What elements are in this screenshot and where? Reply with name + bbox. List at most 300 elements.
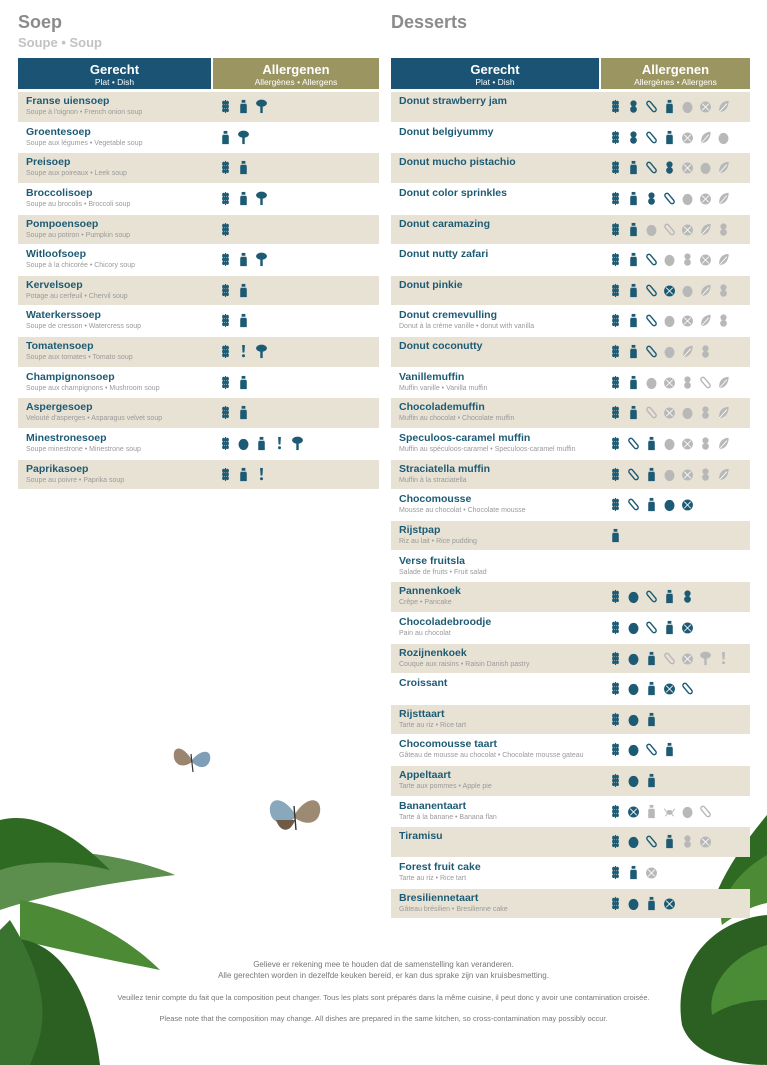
nut-icon — [681, 497, 694, 512]
egg-icon — [717, 130, 730, 145]
list-item — [391, 613, 750, 643]
dish-name: Donut mucho pistachio — [399, 156, 516, 169]
dish-subtitle: Gâteau brésilien • Bresilienne cake — [399, 905, 508, 913]
allergen-header-label: Allergenen — [641, 62, 710, 77]
milk-icon — [237, 405, 250, 420]
dish-name: Bresiliennetaart — [399, 891, 479, 904]
lupin-icon — [645, 589, 658, 604]
dish-subtitle: Couque aux raisins • Raisin Danish pastry — [399, 660, 530, 668]
list-item — [391, 858, 750, 888]
nut-icon — [699, 252, 712, 267]
gluten-icon — [609, 742, 622, 757]
milk-icon — [663, 99, 676, 114]
allergen-icons — [219, 222, 232, 237]
milk-icon — [219, 130, 232, 145]
milk-icon — [663, 130, 676, 145]
dish-name: Croissant — [399, 677, 448, 690]
allergen-icons — [609, 160, 730, 175]
gluten-icon — [609, 344, 622, 359]
list-item — [391, 306, 750, 336]
gluten-icon — [219, 252, 232, 267]
list-item — [18, 306, 379, 336]
lupin-icon — [681, 681, 694, 696]
allergen-icons — [219, 99, 268, 114]
dish-subtitle: Crêpe • Pancake — [399, 599, 452, 607]
dish-header-sublabel: Plat • Dish — [94, 77, 135, 87]
lupin-icon — [645, 283, 658, 298]
leaf-icon — [699, 283, 712, 298]
dish-name: Donut cremevulling — [399, 309, 498, 322]
peanut-icon — [627, 99, 640, 114]
egg-icon — [627, 681, 640, 696]
allergen-icons — [609, 283, 730, 298]
desserts-dish-header — [391, 58, 599, 89]
egg-icon — [681, 804, 694, 819]
allergen-icons — [219, 130, 250, 145]
desserts-title: Desserts — [391, 12, 468, 32]
crab-icon — [663, 804, 676, 819]
egg-icon — [627, 896, 640, 911]
dish-cell — [399, 371, 584, 393]
peanut-icon — [681, 589, 694, 604]
dish-name: Tomatensoep — [26, 340, 94, 353]
list-item — [391, 644, 750, 674]
nut-icon — [681, 222, 694, 237]
dish-subtitle: Tarte aux pommes • Apple pie — [399, 783, 492, 791]
milk-icon — [663, 620, 676, 635]
dish-cell — [399, 493, 584, 515]
allergen-icons — [609, 467, 730, 482]
lupin-icon — [645, 160, 658, 175]
allergen-icons — [609, 742, 676, 757]
gluten-icon — [609, 191, 622, 206]
celery-icon — [255, 99, 268, 114]
dish-header-label: Gerecht — [89, 62, 140, 77]
dish-name: Donut coconutty — [399, 340, 483, 353]
list-item — [391, 582, 750, 612]
dish-name: Pompoensoep — [26, 217, 99, 230]
dish-name: Franse uiensoep — [26, 95, 110, 107]
dish-name: Donut nutty zafari — [399, 248, 489, 261]
gluten-icon — [219, 436, 232, 451]
milk-icon — [237, 283, 250, 298]
soup-allergen-header — [213, 58, 379, 89]
footer-nl-line2: Alle gerechten worden in dezelfde keuken bereid, er kan dus sprake zijn van kruisbesmetting. — [218, 971, 549, 980]
list-item — [391, 245, 750, 275]
nut-icon — [699, 834, 712, 849]
soup-title: Soep — [18, 12, 63, 32]
gluten-icon — [219, 467, 232, 482]
dish-cell — [399, 585, 584, 607]
allergen-icons — [609, 865, 658, 880]
list-item — [391, 337, 750, 367]
gluten-icon — [609, 313, 622, 328]
leaf-icon — [717, 436, 730, 451]
dish-name: Paprikasoep — [26, 462, 89, 475]
lupin-icon — [645, 344, 658, 359]
milk-icon — [237, 160, 250, 175]
dish-cell — [399, 187, 584, 200]
milk-icon — [627, 865, 640, 880]
dish-name: Groentesoep — [26, 125, 91, 138]
nut-icon — [681, 436, 694, 451]
list-item — [391, 766, 750, 796]
nut-icon — [681, 130, 694, 145]
footer-en: Please note that the composition may change. All dishes are prepared in the same kitchen, so cross-contamination may possibly occur. — [159, 1014, 608, 1023]
leaf-icon — [717, 99, 730, 114]
gluten-icon — [609, 467, 622, 482]
list-item — [391, 552, 750, 582]
list-item — [391, 460, 750, 490]
dish-subtitle: Muffin à la straciatella — [399, 476, 467, 484]
dish-subtitle: Gâteau de mousse au chocolat • Chocolate mousse gateau — [399, 752, 584, 760]
dish-subtitle: Soupe à l'oignon • French onion soup — [26, 109, 143, 116]
milk-icon — [627, 191, 640, 206]
peanut-icon — [681, 834, 694, 849]
dish-cell — [399, 892, 584, 914]
dish-name: Rozijnenkoek — [399, 646, 467, 659]
dish-subtitle: Soupe aux champignons • Mushroom soup — [26, 384, 160, 392]
egg-icon — [627, 773, 640, 788]
dish-cell — [399, 830, 584, 843]
milk-icon — [645, 773, 658, 788]
dish-cell — [399, 126, 584, 139]
dish-cell — [399, 555, 584, 577]
dish-cell — [26, 248, 211, 270]
allergen-icons — [609, 436, 730, 451]
leaf-icon — [681, 344, 694, 359]
milk-icon — [237, 191, 250, 206]
dish-subtitle: Soupe aux poireaux • Leek soup — [26, 170, 127, 178]
dish-name: Rijsttaart — [399, 707, 445, 720]
list-item — [391, 368, 750, 398]
dish-cell — [26, 95, 211, 117]
milk-icon — [627, 160, 640, 175]
nut-icon — [663, 375, 676, 390]
peanut-icon — [645, 191, 658, 206]
dish-cell — [26, 187, 211, 209]
allergen-icons — [609, 497, 694, 512]
butterfly-large-decoration — [266, 790, 324, 838]
milk-icon — [663, 834, 676, 849]
allergen-header-label: Allergenen — [262, 62, 330, 77]
allergen-icons — [609, 681, 694, 696]
dish-subtitle: Pain au chocolat — [399, 629, 451, 637]
gluten-icon — [219, 191, 232, 206]
list-item — [18, 215, 379, 245]
lupin-icon — [627, 436, 640, 451]
milk-icon — [627, 252, 640, 267]
dish-name: Vanillemuffin — [399, 370, 465, 383]
milk-icon — [627, 344, 640, 359]
egg-icon — [645, 375, 658, 390]
egg-icon — [681, 405, 694, 420]
dish-name: Donut color sprinkles — [399, 186, 507, 199]
leaf-icon — [699, 313, 712, 328]
dish-cell — [26, 309, 211, 331]
gluten-icon — [609, 620, 622, 635]
allergen-icons — [219, 191, 268, 206]
dish-cell — [399, 861, 584, 883]
dish-name: Chocomousse taart — [399, 738, 498, 751]
dish-cell — [399, 738, 584, 760]
allergen-icons — [219, 283, 250, 298]
lupin-icon — [645, 834, 658, 849]
allergen-icons — [219, 436, 304, 451]
allergen-icons — [609, 773, 658, 788]
nut-icon — [681, 620, 694, 635]
lupin-icon — [645, 405, 658, 420]
list-item — [18, 276, 379, 306]
milk-icon — [645, 436, 658, 451]
lupin-icon — [663, 651, 676, 666]
mustard-icon — [255, 467, 268, 482]
nut-icon — [663, 283, 676, 298]
dish-cell — [399, 769, 584, 791]
gluten-icon — [609, 160, 622, 175]
allergen-icons — [219, 160, 250, 175]
egg-icon — [681, 283, 694, 298]
allergen-icons — [609, 651, 730, 666]
leaf-icon — [717, 375, 730, 390]
dish-subtitle: Tarte à la banane • Banana flan — [399, 813, 497, 821]
egg-icon — [681, 191, 694, 206]
dish-name: Rijstpap — [399, 523, 441, 536]
leaf-icon — [717, 252, 730, 267]
milk-icon — [645, 804, 658, 819]
leaf-icon — [717, 405, 730, 420]
milk-icon — [237, 375, 250, 390]
celery-icon — [291, 436, 304, 451]
milk-icon — [645, 896, 658, 911]
dish-cell — [26, 463, 211, 485]
milk-icon — [627, 313, 640, 328]
list-item — [391, 827, 750, 857]
milk-icon — [663, 742, 676, 757]
egg-icon — [627, 742, 640, 757]
dish-name: Straciatella muffin — [399, 462, 491, 475]
leaf-icon — [717, 467, 730, 482]
milk-icon — [237, 252, 250, 267]
leaf-icon — [717, 191, 730, 206]
egg-icon — [627, 589, 640, 604]
list-item — [18, 398, 379, 428]
allergen-icons — [219, 405, 250, 420]
dish-name: Pannenkoek — [399, 585, 461, 598]
dish-cell — [399, 156, 584, 169]
dish-name: Donut pinkie — [399, 278, 463, 291]
milk-icon — [645, 497, 658, 512]
list-item — [18, 92, 379, 122]
milk-icon — [237, 467, 250, 482]
gluten-icon — [609, 497, 622, 512]
dish-cell — [26, 401, 211, 423]
dish-cell — [399, 524, 584, 546]
lupin-icon — [663, 191, 676, 206]
egg-icon — [663, 344, 676, 359]
dish-cell — [26, 432, 211, 454]
gluten-icon — [609, 865, 622, 880]
list-item — [18, 184, 379, 214]
egg-icon — [681, 99, 694, 114]
egg-icon — [699, 160, 712, 175]
milk-icon — [627, 405, 640, 420]
milk-icon — [645, 681, 658, 696]
dish-subtitle: Muffin vanille • Vanilla muffin — [399, 384, 488, 392]
allergen-icons — [609, 252, 730, 267]
nut-icon — [681, 313, 694, 328]
soup-table-header — [18, 58, 379, 89]
dish-subtitle: Mousse au chocolat • Chocolate mousse — [399, 507, 526, 515]
egg-icon — [663, 497, 676, 512]
list-item — [18, 337, 379, 367]
dish-name: Aspergesoep — [26, 401, 93, 414]
list-item — [391, 490, 750, 520]
desserts-allergen-header — [601, 58, 750, 89]
leaf-icon — [699, 130, 712, 145]
milk-icon — [237, 99, 250, 114]
dish-cell — [399, 647, 584, 669]
lupin-icon — [645, 313, 658, 328]
gluten-icon — [219, 405, 232, 420]
list-item — [391, 92, 750, 122]
allergen-icons — [219, 313, 250, 328]
gluten-icon — [609, 834, 622, 849]
peanut-icon — [681, 375, 694, 390]
soup-list — [18, 92, 379, 490]
dish-name: Chocomousse — [399, 493, 472, 506]
dish-name: Preisoep — [26, 156, 71, 169]
dish-cell — [399, 401, 584, 423]
dish-subtitle: Soupe au potiron • Pumpkin soup — [26, 231, 131, 239]
allergen-icons — [609, 804, 712, 819]
gluten-icon — [219, 222, 232, 237]
dish-subtitle: Soupe minestrone • Minestrone soup — [26, 446, 141, 454]
dish-name: Forest fruit cake — [399, 861, 481, 874]
milk-icon — [609, 528, 622, 543]
lupin-icon — [699, 375, 712, 390]
allergen-icons — [609, 834, 712, 849]
dish-name: Donut belgiyummy — [399, 125, 494, 138]
list-item — [391, 797, 750, 827]
lupin-icon — [699, 804, 712, 819]
list-item — [391, 735, 750, 765]
milk-icon — [627, 283, 640, 298]
list-item — [18, 123, 379, 153]
soup-dish-header — [18, 58, 211, 89]
egg-icon — [663, 436, 676, 451]
celery-icon — [255, 191, 268, 206]
dish-cell — [399, 309, 584, 331]
peanut-icon — [699, 405, 712, 420]
milk-icon — [663, 589, 676, 604]
peanut-icon — [717, 283, 730, 298]
mustard-icon — [273, 436, 286, 451]
dish-cell — [399, 800, 584, 822]
lupin-icon — [645, 742, 658, 757]
nut-icon — [681, 467, 694, 482]
dish-cell — [399, 248, 584, 261]
dish-name: Broccolisoep — [26, 186, 93, 199]
milk-icon — [627, 222, 640, 237]
gluten-icon — [609, 773, 622, 788]
dish-subtitle: Potage au cerfeuil • Chervil soup — [26, 292, 128, 300]
list-item — [391, 398, 750, 428]
celery-icon — [699, 651, 712, 666]
nut-icon — [699, 191, 712, 206]
celery-icon — [255, 252, 268, 267]
list-item — [391, 889, 750, 919]
celery-icon — [255, 344, 268, 359]
dish-subtitle: Soupe aux légumes • Vegetable soup — [26, 139, 143, 147]
gluten-icon — [219, 344, 232, 359]
dish-subtitle: Soupe à la chicorée • Chicory soup — [26, 262, 136, 270]
milk-icon — [645, 467, 658, 482]
gluten-icon — [219, 160, 232, 175]
allergen-icons — [219, 344, 268, 359]
allergen-icons — [609, 405, 730, 420]
footer-fr: Veuillez tenir compte du fait que la composition peut changer. Tous les plats sont préparés dans la même cuisine, il peut donc y avoir une contamination croisée. — [117, 993, 650, 1002]
gluten-icon — [609, 252, 622, 267]
dish-cell — [26, 279, 211, 301]
dish-subtitle: Riz au lait • Rice pudding — [399, 537, 477, 545]
list-item — [18, 368, 379, 398]
gluten-icon — [219, 313, 232, 328]
allergen-icons — [609, 344, 712, 359]
dish-name: Chocoladebroodje — [399, 615, 492, 628]
peanut-icon — [681, 252, 694, 267]
allergen-icons — [219, 252, 268, 267]
leaf-icon — [717, 160, 730, 175]
egg-icon — [627, 651, 640, 666]
gluten-icon — [609, 589, 622, 604]
dish-name: Bananentaart — [399, 799, 467, 812]
dish-subtitle: Muffin au chocolat • Chocolate muffin — [399, 415, 515, 423]
gluten-icon — [609, 436, 622, 451]
list-item — [391, 674, 750, 704]
peanut-icon — [699, 467, 712, 482]
lupin-icon — [627, 497, 640, 512]
milk-icon — [645, 651, 658, 666]
gluten-icon — [219, 375, 232, 390]
nut-icon — [663, 681, 676, 696]
gluten-icon — [609, 896, 622, 911]
soup-subtitle: Soupe • Soup — [18, 35, 102, 50]
gluten-icon — [609, 804, 622, 819]
list-item — [391, 521, 750, 551]
dish-name: Tiramisu — [399, 830, 443, 843]
allergen-icons — [609, 222, 730, 237]
gluten-icon — [609, 712, 622, 727]
mustard-icon — [717, 651, 730, 666]
egg-icon — [663, 467, 676, 482]
desserts-list — [391, 92, 750, 919]
allergen-icons — [219, 467, 268, 482]
egg-icon — [627, 834, 640, 849]
allergen-icons — [609, 712, 658, 727]
gluten-icon — [609, 283, 622, 298]
list-item — [18, 429, 379, 459]
peanut-icon — [663, 160, 676, 175]
celery-icon — [237, 130, 250, 145]
dish-subtitle: Soupe au brocolis • Broccoli soup — [26, 200, 131, 208]
dish-subtitle: Soupe aux tomates • Tomato soup — [26, 354, 133, 362]
dish-subtitle: Tarte au riz • Rice tart — [399, 721, 467, 729]
list-item — [391, 705, 750, 735]
list-item — [391, 276, 750, 306]
allergen-icons — [609, 620, 694, 635]
lupin-icon — [645, 252, 658, 267]
